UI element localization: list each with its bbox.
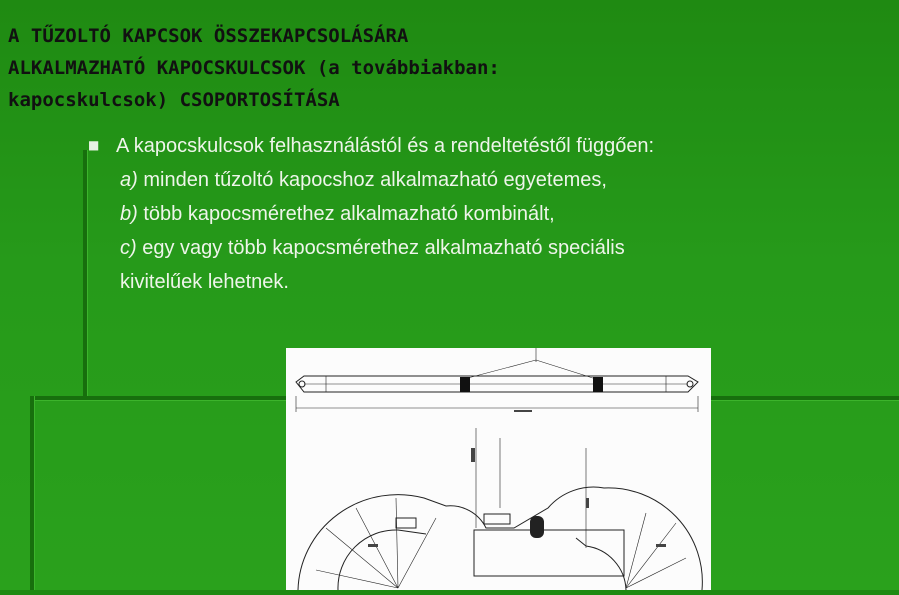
sub-item-continuation: kivitelűek lehetnek. bbox=[120, 271, 289, 293]
sub-item-marker: a) bbox=[120, 169, 138, 191]
sub-item-b bbox=[88, 197, 888, 231]
sub-item-text: több kapocsmérethez alkalmazható kombinált, bbox=[137, 203, 555, 225]
sub-item-marker: b) bbox=[120, 203, 138, 225]
sub-item-text: minden tűzoltó kapocshoz alkalmazható egyetemes, bbox=[137, 169, 607, 191]
frame-line-vertical-lower bbox=[30, 396, 34, 590]
slide-title bbox=[8, 20, 888, 116]
bullet-item bbox=[88, 128, 888, 163]
title-line-2: ALKALMAZHATÓ KAPOCSKULCSOK (a továbbiakban: bbox=[8, 57, 500, 79]
bullet-block bbox=[88, 128, 888, 299]
sub-item-marker: c) bbox=[120, 237, 137, 259]
bullet-text: A kapocskulcsok felhasználástól és a rendeltetéstől függően: bbox=[116, 135, 655, 157]
frame-line-vertical bbox=[83, 150, 87, 400]
sub-item-a bbox=[88, 163, 888, 197]
title-line-3: kapocskulcsok) CSOPORTOSÍTÁSA bbox=[8, 89, 340, 111]
sub-item-c bbox=[88, 231, 888, 265]
title-line-1: A TŰZOLTÓ KAPCSOK ÖSSZEKAPCSOLÁSÁRA bbox=[8, 25, 409, 47]
square-bullet-icon: ■ bbox=[88, 138, 100, 152]
technical-drawing-icon bbox=[286, 348, 711, 590]
sub-item-text: egy vagy több kapocsmérethez alkalmazható speciális bbox=[136, 237, 625, 259]
